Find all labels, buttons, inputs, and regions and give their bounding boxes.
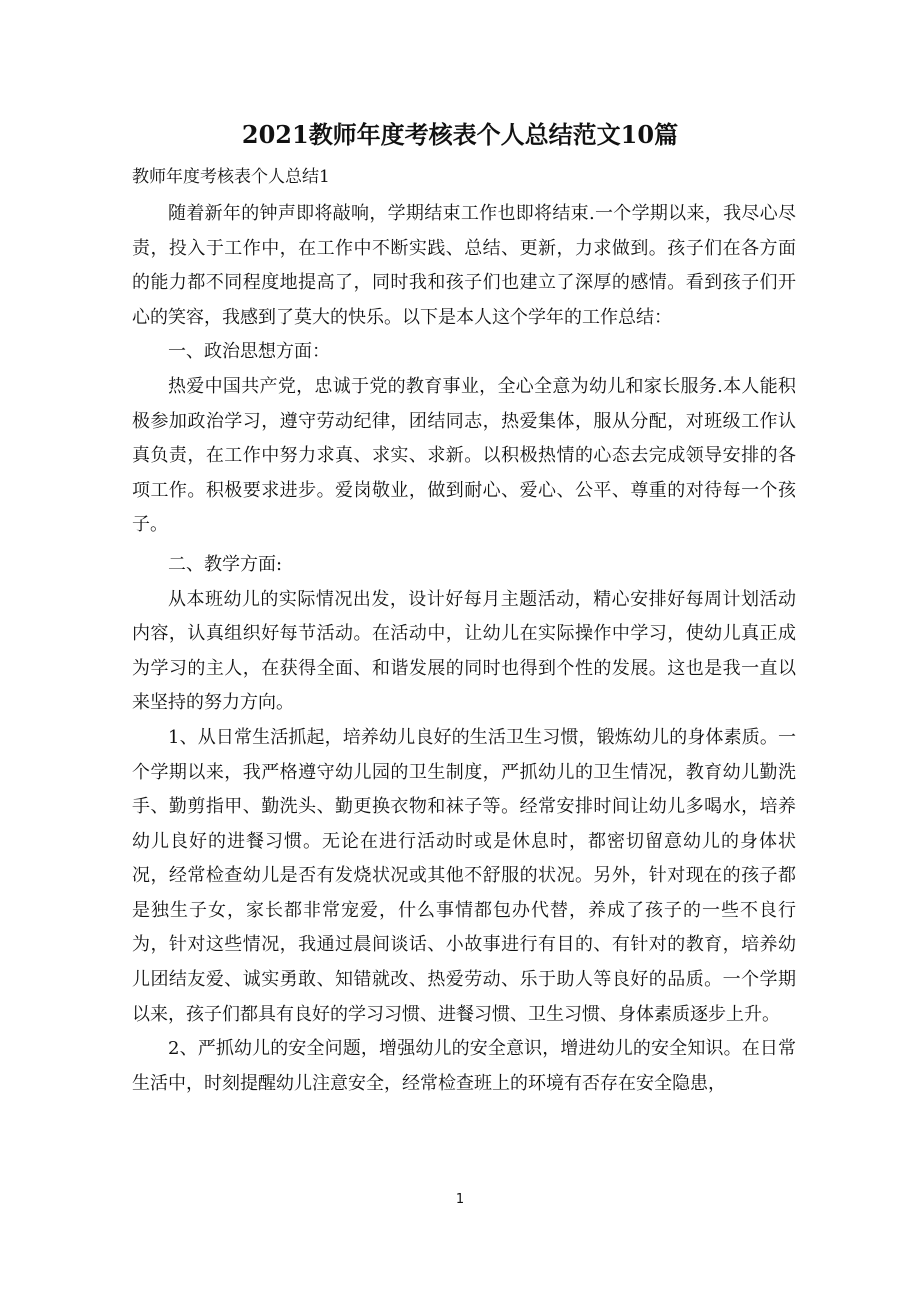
paragraph-politics: 热爱中国共产党，忠诚于党的教育事业，全心全意为幼儿和家长服务.本人能积极参加政治学习，遵守劳动纪律，团结同志，热爱集体，服从分配，对班级工作认真负责，在工作中努力求真、求实、求新。以积极热情的心态去完成领导安排的各项工作。积极要求进步。爱岗敬业，做到耐心、爱心、公平、尊重的对待每一个孩子。 [132, 375, 796, 536]
paragraph-point-2: 2、严抓幼儿的安全问题，增强幼儿的安全意识，增进幼儿的安全知识。在日常生活中，时刻提醒幼儿注意安全，经常检查班上的环境有否存在安全隐患， [132, 1038, 796, 1094]
page-number: 1 [455, 1192, 465, 1207]
paragraph-heading-teaching: 二、教学方面: [168, 553, 283, 575]
section-heading: 教师年度考核表个人总结1 [132, 167, 330, 187]
paragraph-point-1: 1、从日常生活抓起，培养幼儿良好的生活卫生习惯，锻炼幼儿的身体素质。一个学期以来，我严格遵守幼儿园的卫生制度，严抓幼儿的卫生情况，教育幼儿勤洗手、勤剪指甲、勤洗头、勤更换衣物和袜子等。经常安排时间让幼儿多喝水，培养幼儿良好的进餐习惯。无论在进行活动时或是休息时，都密切留意幼儿的身体状况，经常检查幼儿是否有发烧状况或其他不舒服的状况。另外，针对现在的孩子都是独生子女，家长都非常宠爱，什么事情都包办代替，养成了孩子的一些不良行为，针对这些情况，我通过晨间谈话、小故事进行有目的、有针对的教育，培养幼儿团结友爱、诚实勇敢、知错就改、热爱劳动、乐于助人等良好的品质。一个学期以来，孩子们都具有良好的学习习惯、进餐习惯、卫生习惯、身体素质逐步上升。 [132, 726, 796, 1025]
paragraph-heading-politics: 一、政治思想方面： [168, 341, 330, 363]
document-body [132, 197, 796, 1101]
paragraph-teaching: 从本班幼儿的实际情况出发，设计好每月主题活动，精心安排好每周计划活动内容，认真组织好每节活动。在活动中，让幼儿在实际操作中学习，使幼儿真正成为学习的主人，在获得全面、和谐发展的同时也得到个性的发展。这也是我一直以来坚持的努力方向。 [132, 588, 796, 714]
paragraph-intro: 随着新年的钟声即将敲响，学期结束工作也即将结束.一个学期以来，我尽心尽责，投入于工作中，在工作中不断实践、总结、更新，力求做到。孩子们在各方面的能力都不同程度地提高了，同时我和孩子们也建立了深厚的感情。看到孩子们开心的笑容，我感到了莫大的快乐。以下是本人这个学年的工作总结： [132, 203, 796, 328]
document-title: 2021教师年度考核表个人总结范文10篇 [241, 120, 679, 149]
